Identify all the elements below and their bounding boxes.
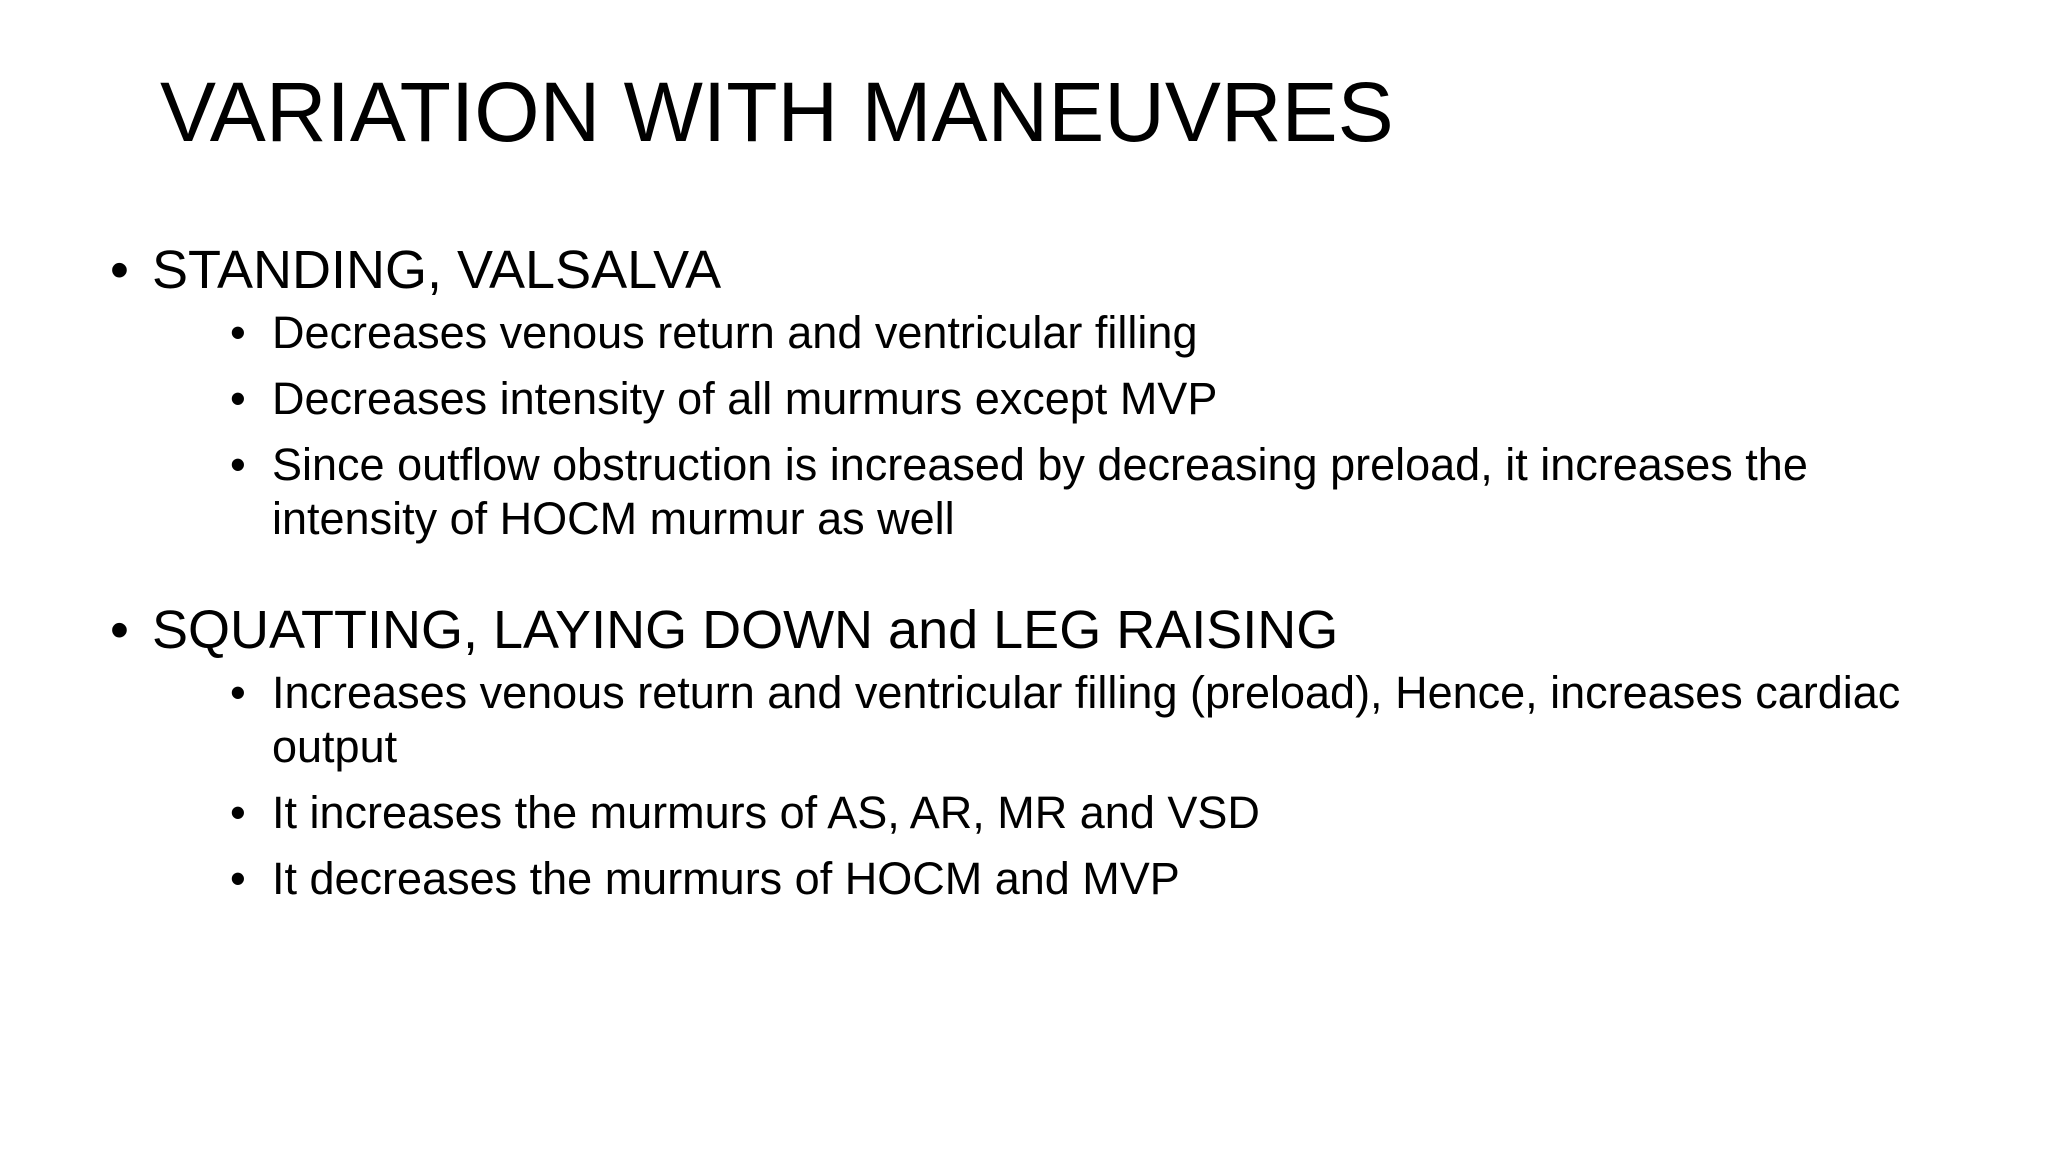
- slide-title: VARIATION WITH MANEUVRES: [160, 65, 1394, 159]
- list-item: [152, 438, 1940, 546]
- list-item-text: It decreases the murmurs of HOCM and MVP: [272, 853, 1180, 904]
- sub-list: [152, 666, 1940, 906]
- bullet-icon: •: [230, 373, 246, 424]
- list-item: [152, 786, 1940, 840]
- section-heading: STANDING, VALSALVA: [152, 240, 722, 300]
- list-item: [152, 306, 1940, 360]
- list-item-text: It increases the murmurs of AS, AR, MR and VSD: [272, 787, 1260, 838]
- bullet-icon: •: [230, 853, 246, 904]
- section-squatting-laying-down: [110, 598, 1940, 906]
- list-item: [152, 852, 1940, 906]
- bullet-icon: •: [230, 787, 246, 838]
- list-item: [152, 372, 1940, 426]
- list-item-text: Decreases intensity of all murmurs except MVP: [272, 373, 1218, 424]
- list-item-text: Since outflow obstruction is increased by decreasing preload, it increases the intensity of HOCM murmur as well: [272, 439, 1808, 544]
- bullet-icon: •: [230, 307, 246, 358]
- list-item: [152, 666, 1940, 774]
- bullet-icon: •: [110, 600, 129, 660]
- bullet-icon: •: [110, 240, 129, 300]
- bullet-icon: •: [230, 439, 246, 490]
- section-heading: SQUATTING, LAYING DOWN and LEG RAISING: [152, 600, 1339, 660]
- list-item-text: Increases venous return and ventricular filling (preload), Hence, increases cardiac output: [272, 667, 1901, 772]
- sub-list: [152, 306, 1940, 546]
- slide-content: [110, 238, 1940, 918]
- list-item-text: Decreases venous return and ventricular filling: [272, 307, 1198, 358]
- section-standing-valsalva: [110, 238, 1940, 546]
- bullet-icon: •: [230, 667, 246, 718]
